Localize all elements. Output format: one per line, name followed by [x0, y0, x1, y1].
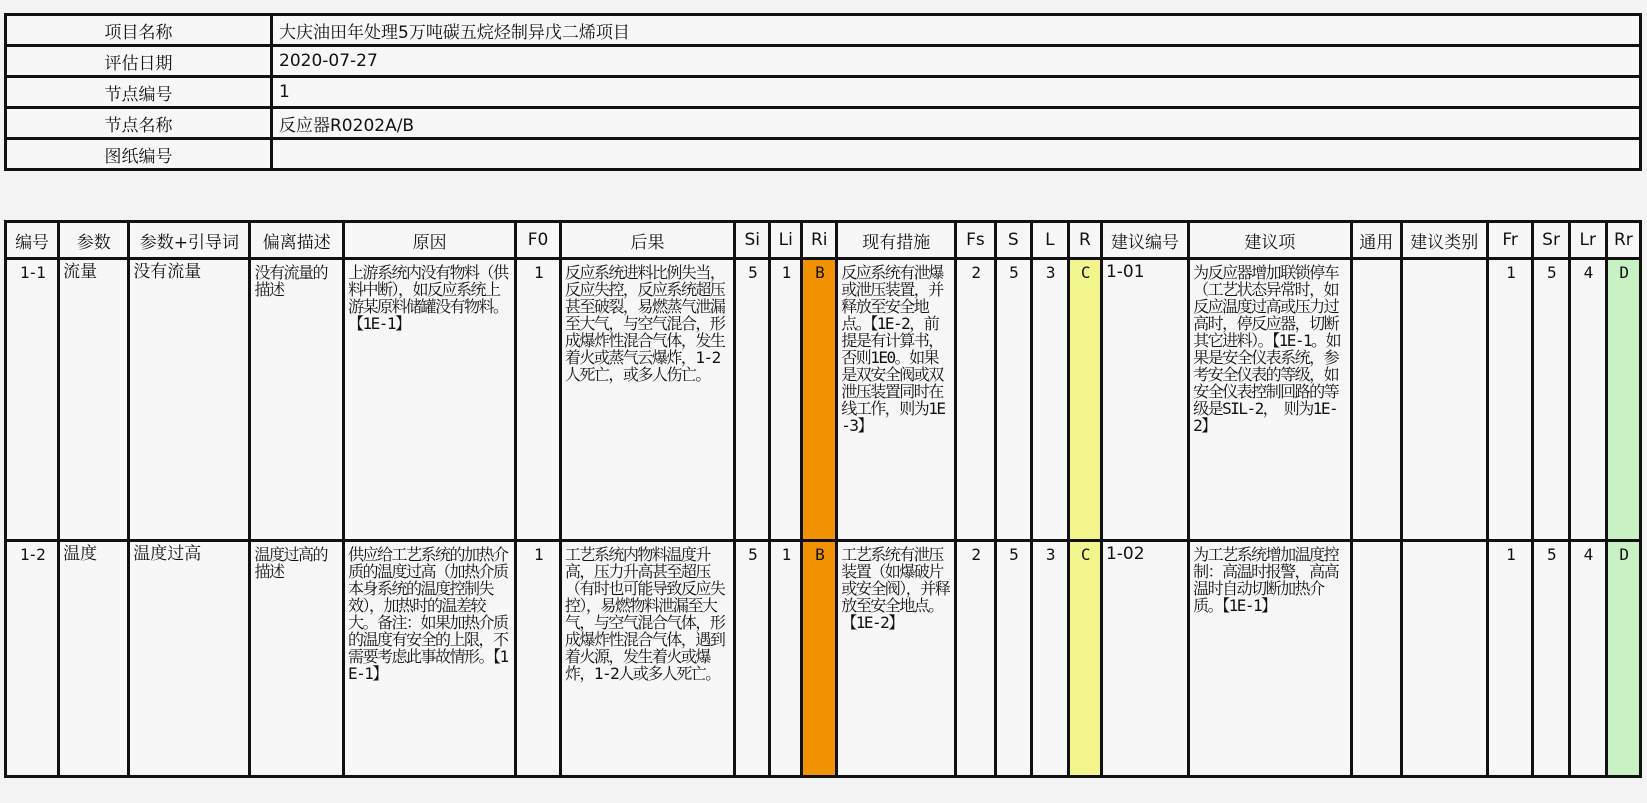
column-header[interactable]: 参数+引导词 [129, 222, 250, 259]
cell-si[interactable]: 5 [735, 541, 770, 777]
cell-l[interactable]: 3 [1031, 259, 1068, 541]
column-header[interactable]: Rr [1606, 222, 1640, 259]
column-header[interactable]: 建议编号 [1101, 222, 1188, 259]
info-row [6, 15, 1641, 46]
cell-rec-type[interactable] [1401, 259, 1487, 541]
cell-l[interactable]: 3 [1031, 541, 1068, 777]
cell-ri[interactable]: B [802, 541, 837, 777]
column-header[interactable]: F0 [516, 222, 561, 259]
column-header[interactable]: 后果 [560, 222, 734, 259]
cell-f0[interactable]: 1 [516, 259, 561, 541]
cell-fs[interactable]: 2 [956, 259, 995, 541]
column-header[interactable]: Si [735, 222, 770, 259]
cell-s[interactable]: 5 [995, 259, 1031, 541]
cell-lr[interactable]: 4 [1569, 259, 1606, 541]
info-label: 评估日期 [6, 46, 272, 77]
info-label: 节点编号 [6, 77, 272, 108]
column-header[interactable]: 原因 [344, 222, 516, 259]
cell-r[interactable]: C [1068, 259, 1101, 541]
column-header[interactable]: Fs [956, 222, 995, 259]
cell-rec-type[interactable] [1401, 541, 1487, 777]
cell-rec[interactable]: 为反应器增加联锁停车（工艺状态异常时，如反应温度过高或压力过高时，停反应器，切断其它进料）。【1E-1。如果是安全仪表系统，参考安全仪表的等级，如安全仪表控制回路的等级是SIL-2， 则为1E-2】 [1189, 259, 1352, 541]
info-label: 项目名称 [6, 15, 272, 46]
cell-cause[interactable]: 供应给工艺系统的加热介质的温度过高（加热介质本身系统的温度控制失效），加热时的温差较大。备注：如果加热介质的温度有安全的上限，不需要考虑此事故情形。【1E-1】 [344, 541, 516, 777]
info-value[interactable]: 反应器R0202A/B [272, 108, 1641, 139]
column-header[interactable]: Li [770, 222, 802, 259]
cell-ri[interactable]: B [802, 259, 837, 541]
cell-fr[interactable]: 1 [1487, 259, 1533, 541]
cell-r[interactable]: C [1068, 541, 1101, 777]
column-header[interactable]: 参数 [59, 222, 129, 259]
column-header[interactable]: Lr [1569, 222, 1606, 259]
cell-deviation[interactable]: 没有流量的描述 [250, 259, 344, 541]
cell-guide[interactable]: 没有流量 [129, 259, 250, 541]
cell-li[interactable]: 1 [770, 259, 802, 541]
cell-measures[interactable]: 反应系统有泄爆或泄压装置，并释放至安全地点。【1E-2，前提是有计算书，否则1E0。如果是双安全阀或双泄压装置同时在线工作，则为1E-3】 [837, 259, 956, 541]
cell-guide[interactable]: 温度过高 [129, 541, 250, 777]
column-header[interactable]: Fr [1487, 222, 1533, 259]
cell-sr[interactable]: 5 [1533, 541, 1569, 777]
cell-rr[interactable]: D [1606, 541, 1640, 777]
cell-param[interactable]: 温度 [59, 541, 129, 777]
info-value[interactable]: 2020-07-27 [272, 46, 1641, 77]
cell-f0[interactable]: 1 [516, 541, 561, 777]
info-row [6, 77, 1641, 108]
project-info-table [4, 13, 1642, 171]
column-header[interactable]: Ri [802, 222, 837, 259]
cell-general[interactable] [1351, 541, 1401, 777]
cell-cause[interactable]: 上游系统内没有物料（供料中断），如反应系统上游某原料储罐没有物料。【1E-1】 [344, 259, 516, 541]
cell-rr[interactable]: D [1606, 259, 1640, 541]
cell-lr[interactable]: 4 [1569, 541, 1606, 777]
column-header[interactable]: S [995, 222, 1031, 259]
column-header[interactable]: 建议项 [1189, 222, 1352, 259]
cell-li[interactable]: 1 [770, 541, 802, 777]
cell-rec-no[interactable]: 1-01 [1101, 259, 1188, 541]
info-value[interactable]: 大庆油田年处理5万吨碳五烷烃制异戊二烯项目 [272, 15, 1641, 46]
column-header[interactable]: 通用 [1351, 222, 1401, 259]
cell-si[interactable]: 5 [735, 259, 770, 541]
column-header[interactable]: 偏离描述 [250, 222, 344, 259]
column-header[interactable]: R [1068, 222, 1101, 259]
table-row [6, 259, 1641, 541]
cell-rec-no[interactable]: 1-02 [1101, 541, 1188, 777]
table-header-row [6, 222, 1641, 259]
table-row [6, 541, 1641, 777]
cell-general[interactable] [1351, 259, 1401, 541]
column-header[interactable]: L [1031, 222, 1068, 259]
info-row [6, 46, 1641, 77]
cell-rec[interactable]: 为工艺系统增加温度控制：高温时报警，高高温时自动切断加热介质。【1E-1】 [1189, 541, 1352, 777]
info-label: 节点名称 [6, 108, 272, 139]
info-label: 图纸编号 [6, 139, 272, 170]
cell-fr[interactable]: 1 [1487, 541, 1533, 777]
cell-deviation[interactable]: 温度过高的描述 [250, 541, 344, 777]
cell-s[interactable]: 5 [995, 541, 1031, 777]
column-header[interactable]: 建议类别 [1401, 222, 1487, 259]
cell-measures[interactable]: 工艺系统有泄压装置（如爆破片或安全阀），并释放至安全地点。【1E-2】 [837, 541, 956, 777]
cell-sr[interactable]: 5 [1533, 259, 1569, 541]
cell-consequence[interactable]: 反应系统进料比例失当，反应失控，反应系统超压甚至破裂，易燃蒸气泄漏至大气，与空气混合，形成爆炸性混合气体，发生着火或蒸气云爆炸，1-2人死亡，或多人伤亡。 [560, 259, 734, 541]
cell-fs[interactable]: 2 [956, 541, 995, 777]
cell-consequence[interactable]: 工艺系统内物料温度升高，压力升高甚至超压（有时也可能导致反应失控），易燃物料泄漏至大气，与空气混合气体，形成爆炸性混合气体，遇到着火源，发生着火或爆炸，1-2人或多人死亡。 [560, 541, 734, 777]
info-value[interactable]: 1 [272, 77, 1641, 108]
cell-id[interactable]: 1-1 [6, 259, 59, 541]
info-row [6, 139, 1641, 170]
info-value[interactable] [272, 139, 1641, 170]
info-row [6, 108, 1641, 139]
column-header[interactable]: 现有措施 [837, 222, 956, 259]
column-header[interactable]: 编号 [6, 222, 59, 259]
hazop-table [4, 220, 1642, 778]
column-header[interactable]: Sr [1533, 222, 1569, 259]
cell-id[interactable]: 1-2 [6, 541, 59, 777]
cell-param[interactable]: 流量 [59, 259, 129, 541]
